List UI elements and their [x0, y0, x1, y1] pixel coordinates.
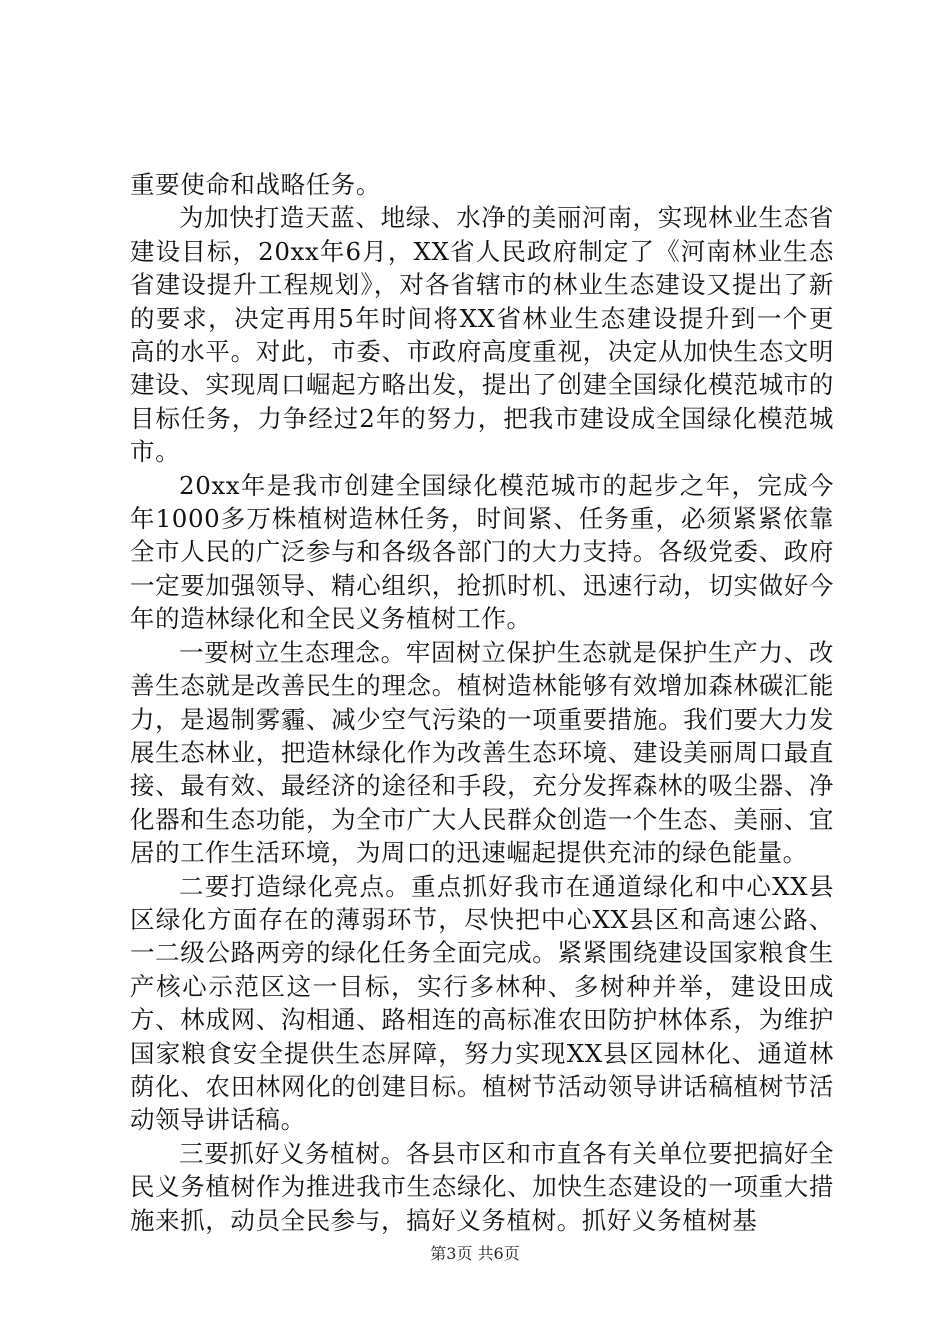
paragraph: 三要抓好义务植树。各县市区和市直各有关单位要把搞好全民义务植树作为推进我市生态绿化、加快生态建设的一项重大措施来抓，动员全民参与，搞好义务植树。抓好义务植树基 [130, 1138, 834, 1235]
paragraph: 重要使命和战略任务。 [130, 170, 381, 199]
document-body [130, 168, 834, 1237]
paragraph: 一要树立生态理念。牢固树立保护生态就是保护生产力、改善生态就是改善民生的理念。植树造林能够有效增加森林碳汇能力，是遏制雾霾、减少空气污染的一项重要措施。我们要大力发展生态林业，把造林绿化作为改善生态环境、建设美丽周口最直接、最有效、最经济的途径和手段，充分发挥森林的吸尘器、净化器和生态功能，为全市广大人民群众创造一个生态、美丽、宜居的工作生活环境，为周口的迅速崛起提供充沛的绿色能量。 [130, 637, 834, 868]
paragraph: 20xx年是我市创建全国绿化模范城市的起步之年，完成今年1000多万株植树造林任务，时间紧、任务重，必须紧紧依靠全市人民的广泛参与和各级各部门的大力支持。各级党委、政府一定要加强领导、精心组织，抢抓时机、迅速行动，切实做好今年的造林绿化和全民义务植树工作。 [130, 470, 834, 634]
page-number-footer: 第3页 共6页 [430, 1244, 520, 1263]
paragraph: 为加快打造天蓝、地绿、水净的美丽河南，实现林业生态省建设目标，20xx年6月，XX省人民政府制定了《河南林业生态省建设提升工程规划》，对各省辖市的林业生态建设又提出了新的要求，决定再用5年时间将XX省林业生态建设提升到一个更高的水平。对此，市委、市政府高度重视，决定从加快生态文明建设、实现周口崛起方略出发，提出了创建全国绿化模范城市的目标任务，力争经过2年的努力，把我市建设成全国绿化模范城市。 [130, 203, 834, 467]
paragraph: 二要打造绿化亮点。重点抓好我市在通道绿化和中心XX县区绿化方面存在的薄弱环节，尽快把中心XX县区和高速公路、一二级公路两旁的绿化任务全面完成。紧紧围绕建设国家粮食生产核心示范区这一目标，实行多林种、多树种并举，建设田成方、林成网、沟相通、路相连的高标准农田防护林体系，为维护国家粮食安全提供生态屏障，努力实现XX县区园林化、通道林荫化、农田林网化的创建目标。植树节活动领导讲话稿植树节活动领导讲话稿。 [130, 871, 834, 1135]
